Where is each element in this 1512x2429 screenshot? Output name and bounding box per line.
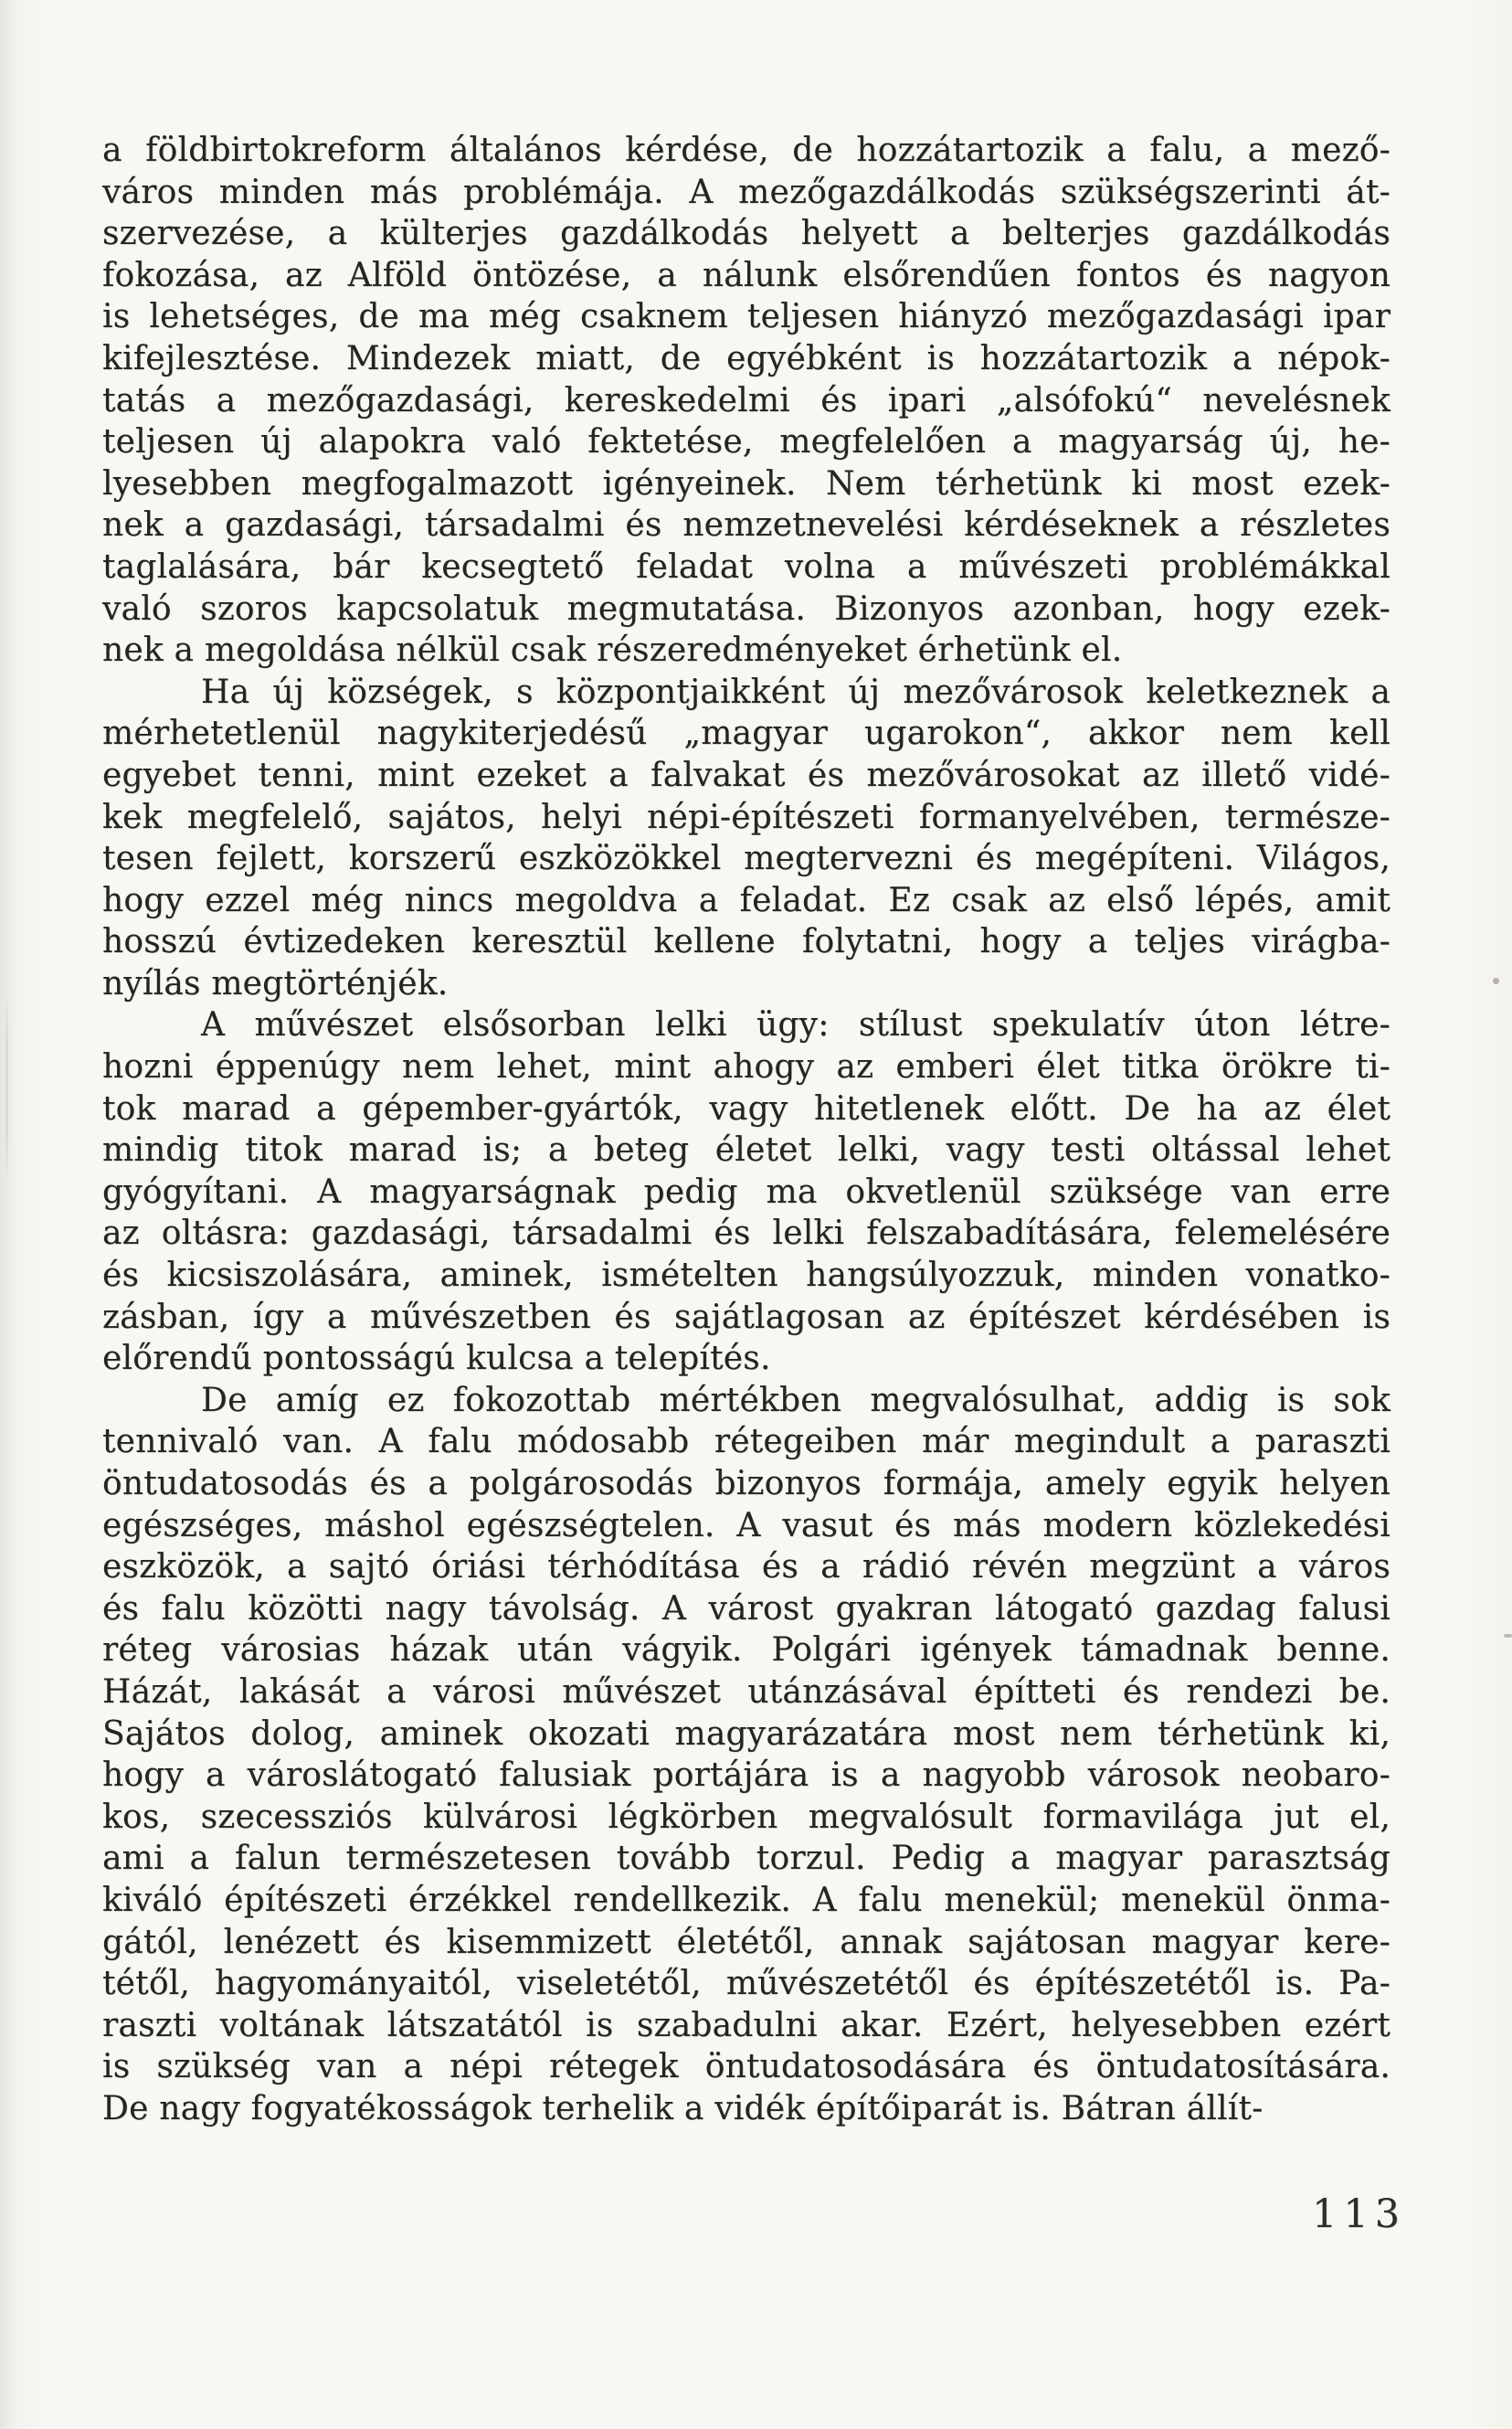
paragraph (102, 1004, 1390, 1379)
text-line: tétől, hagyományaitól, viseletétől, művészetétől és építészetétől is. Pa- (102, 1965, 1390, 2003)
text-line: hozni éppenúgy nem lehet, mint ahogy az emberi élet titka örökre ti- (102, 1048, 1390, 1087)
text-line: tesen fejlett, korszerű eszközökkel megtervezni és megépíteni. Világos, (102, 840, 1390, 878)
text-line: lyesebben megfogalmazott igényeinek. Nem térhetünk ki most ezek- (102, 464, 1390, 503)
text-line: előrendű pontosságú kulcsa a telepítés. (102, 1340, 771, 1378)
text-line: a földbirtokreform általános kérdése, de hozzátartozik a falu, a mező- (102, 132, 1390, 169)
paragraph (102, 130, 1390, 672)
text-line: hogy ezzel még nincs megoldva a feladat. Ez csak az első lépés, amit (102, 881, 1390, 919)
text-line: mindig titok marad is; a beteg életet lelki, vagy testi oltással lehet (102, 1131, 1390, 1170)
text-line: kek megfelelő, sajátos, helyi népi-építészeti formanyelvében, természe- (102, 798, 1390, 836)
text-line: A művészet elsősorban lelki ügy: stílust spekulatív úton létre- (201, 1006, 1390, 1045)
text-line: nek a gazdasági, társadalmi és nemzetnevelési kérdéseknek a részletes (102, 506, 1390, 545)
text-line: és kicsiszolására, aminek, ismételten hangsúlyozzuk, minden vonatko- (102, 1257, 1390, 1295)
text-line: város minden más problémája. A mezőgazdálkodás szükségszerinti át- (102, 173, 1390, 211)
text-line: De nagy fogyatékosságok terhelik a vidék építőiparát is. Bátran állít- (102, 2089, 1264, 2127)
paragraph (102, 672, 1390, 1005)
page-number: 113 (1312, 2191, 1407, 2237)
text-line: egészséges, máshol egészségtelen. A vasut és más modern közlekedési (102, 1506, 1390, 1544)
text-line: kifejlesztése. Mindezek miatt, de egyébként is hozzátartozik a népok- (102, 339, 1390, 377)
page-text-block (102, 130, 1390, 2130)
text-line: tatás a mezőgazdasági, kereskedelmi és ipari „alsófokú“ nevelésnek (102, 381, 1390, 419)
text-line: az oltásra: gazdasági, társadalmi és lelki felszabadítására, felemelésére (102, 1214, 1390, 1253)
scan-speck (1504, 1634, 1512, 1638)
text-line: raszti voltának látszatától is szabadulni akar. Ezért, helyesebben ezért (102, 2006, 1390, 2044)
text-line: mérhetetlenül nagykiterjedésű „magyar ugarokon“, akkor nem kell (102, 715, 1390, 753)
text-line: réteg városias házak után vágyik. Polgári igények támadnak benne. (102, 1631, 1390, 1670)
text-line: kiváló építészeti érzékkel rendellkezik. A falu menekül; menekül önma- (102, 1881, 1390, 1919)
text-line: Sajátos dolog, aminek okozati magyarázatára most nem térhetünk ki, (102, 1714, 1390, 1753)
text-line: De amíg ez fokozottab mértékben megvalósulhat, addig is sok (201, 1381, 1390, 1419)
text-line: szervezése, a külterjes gazdálkodás helyett a belterjes gazdálkodás (102, 215, 1390, 253)
text-line: Ha új községek, s központjaikként új mezővárosok keletkeznek a (201, 673, 1390, 711)
text-line: taglalására, bár kecsegtető feladat volna a művészeti problémákkal (102, 547, 1390, 586)
text-line: gától, lenézett és kisemmizett életétől, annak sajátosan magyar kere- (102, 1923, 1390, 1961)
text-line: egyebet tenni, mint ezeket a falvakat és mezővárosokat az illető vidé- (102, 756, 1390, 794)
text-line: fokozása, az Alföld öntözése, a nálunk elsőrendűen fontos és nagyon (102, 256, 1390, 294)
paragraph (102, 1380, 1390, 2130)
scan-speck (1493, 978, 1499, 984)
text-line: nek a megoldása nélkül csak részeredményeket érhetünk el. (102, 631, 1123, 670)
text-line: hosszú évtizedeken keresztül kellene folytatni, hogy a teljes virágba- (102, 923, 1390, 961)
text-line: tok marad a gépember-gyártók, vagy hitetlenek előtt. De ha az élet (102, 1089, 1390, 1128)
text-line: tennivaló van. A falu módosabb rétegeiben már megindult a paraszti (102, 1423, 1390, 1461)
text-line: nyílás megtörténjék. (102, 964, 449, 1002)
text-line: és falu közötti nagy távolság. A várost gyakran látogató gazdag falusi (102, 1589, 1390, 1628)
text-line: öntudatosodás és a polgárosodás bizonyos formája, amely egyik helyen (102, 1465, 1390, 1502)
text-line: gyógyítani. A magyarságnak pedig ma okvetlenül szüksége van erre (102, 1172, 1390, 1211)
text-line: ami a falun természetesen tovább torzul. Pedig a magyar parasztság (102, 1840, 1390, 1878)
text-line: való szoros kapcsolatuk megmutatása. Bizonyos azonban, hogy ezek- (102, 589, 1390, 628)
text-line: zásban, így a művészetben és sajátlagosan az építészet kérdésében is (102, 1298, 1390, 1336)
text-line: teljesen új alapokra való fektetése, megfelelően a magyarság új, he- (102, 423, 1390, 461)
text-line: is szükség van a népi rétegek öntudatosodására és öntudatosítására. (102, 2048, 1390, 2086)
text-line: eszközök, a sajtó óriási térhódítása és a rádió révén megzünt a város (102, 1548, 1390, 1586)
text-line: hogy a városlátogató falusiak portájára is a nagyobb városok neobaro- (102, 1756, 1390, 1795)
text-line: is lehetséges, de ma még csaknem teljesen hiányzó mezőgazdasági ipar (102, 298, 1390, 336)
text-line: Házát, lakását a városi művészet utánzásával építteti és rendezi be. (102, 1672, 1390, 1711)
scan-fiber (5, 987, 8, 1188)
text-line: kos, szecessziós külvárosi légkörben megvalósult formavilága jut el, (102, 1798, 1390, 1836)
